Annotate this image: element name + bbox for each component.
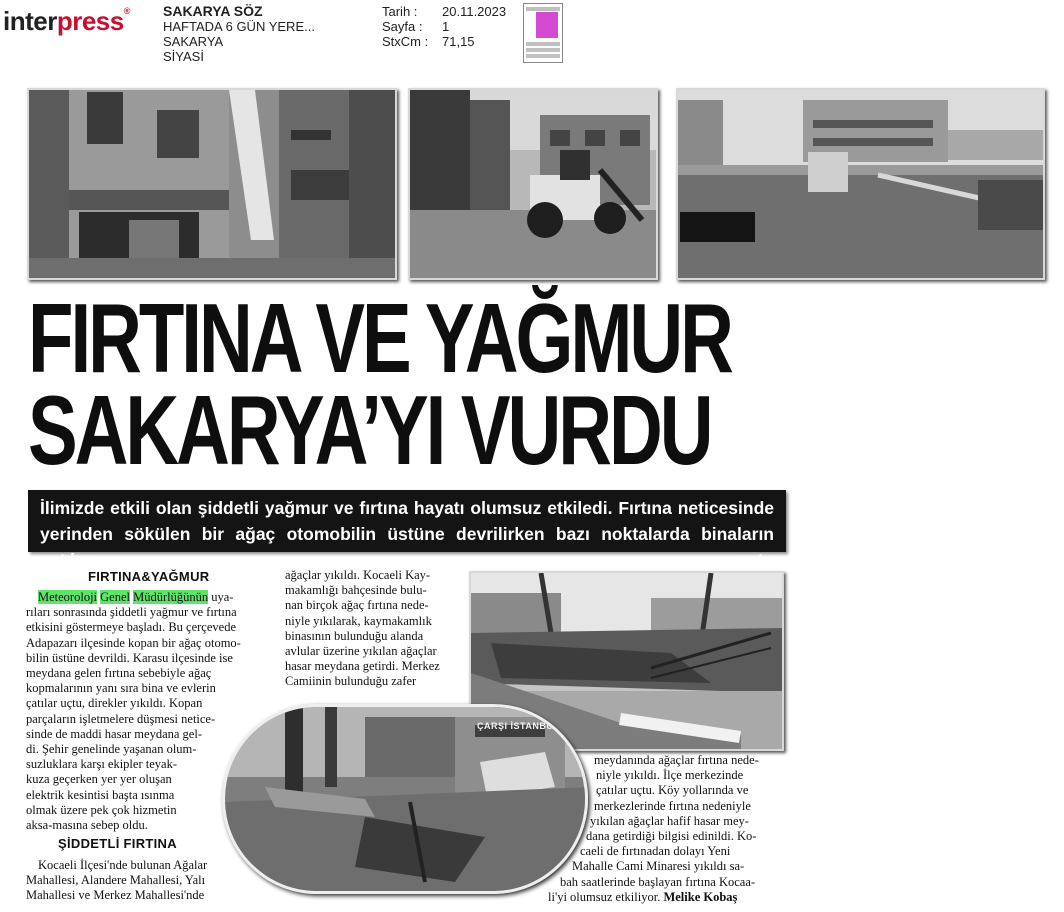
text-line: Mahalle Cami Minaresi yıkıldı sa- [572,859,745,874]
stxcm-label: StxCm : [382,34,429,49]
column-2-text [285,568,461,690]
article-subheadline: İlimizde etkili olan şiddetli yağmur ve fırtına hayatı olumsuz etkiledi. Fırtına neticesinde yerinden sökülen bir ağaç otomobilin üstüne devrilirken bazı noktalarda binaların çatıları uçtu [28,490,786,552]
highlight-word: Meteoroloji [38,590,98,604]
text-line: meydana gelen fırtına sebebiyle ağaç [26,666,212,681]
text-line: kopmalarının yanı sıra bina ve evlerin [26,681,216,696]
text-line: merkezlerinde fırtına nedeniyle [594,798,751,813]
author-byline: Melike Kobaş [663,889,738,904]
column-1b-text [26,858,236,904]
text-line: rıları sonrasında şiddetli yağmur ve fırtına [26,605,237,620]
photo-uprooted-tree [676,88,1045,280]
photo-flooded-street [222,704,588,894]
text-line [548,890,784,905]
text-line: makamlığı bahçesinde bulu- [285,583,427,598]
column-3-text [548,753,784,905]
stxcm-row [382,34,506,49]
logo-registered-mark: ® [123,6,130,16]
text-line: yıkılan ağaçlar hafif hasar mey- [590,813,749,828]
date-value: 20.11.2023 [442,4,507,19]
text-line: çatılar uçtu. Köy yollarında ve [596,783,749,798]
text-line: Kocaeli İlçesi'nde bulunan Ağalar [38,858,208,872]
text-line: Mahallesi ve Merkez Mahallesi'nde [26,888,205,903]
page-value: 1 [442,19,450,34]
text-line: parçaların işletmelere düşmesi netice- [26,711,216,726]
text-line: kuza geçerken yer yer oluşan [26,772,172,787]
text-line: meydanında ağaçlar fırtına nede- [594,753,759,767]
photo-backhoe-clearing [408,88,658,280]
clipping-source-info [163,4,315,64]
date-row [382,4,506,19]
shop-sign-text: ÇARŞI İSTANBUL [477,721,560,731]
text-line: elektrik kesintisi başta ısınma [26,787,175,802]
photo-damaged-building [27,88,397,280]
page-label: Sayfa : [382,19,423,34]
text-line: hasar meydana getirdi. Merkez [285,659,440,674]
text-line: etkisini göstermeye başladı. Bu çerçevede [26,620,236,635]
text-line: Adapazarı ilçesinde kopan bir ağaç otomo- [26,635,241,650]
headline-line-1: FIRTINA VE YAĞMUR [28,283,731,393]
text-fragment: li'yi olumsuz etkiliyor. [548,889,661,904]
logo-text-accent: press [56,6,124,36]
highlight-word: Müdürlüğünün [133,590,209,604]
stxcm-value: 71,15 [442,34,475,49]
text-line: Mahallesi, Alandere Mahallesi, Yalı [26,873,206,888]
text-line: nan birçok ağaç fırtına nede- [285,598,429,613]
column-1-first-line [26,590,262,605]
logo-text-main: inter [3,6,57,36]
interpress-logo [3,6,130,37]
clipping-details [382,4,506,49]
text-line: caeli de fırtınadan dolayı Yeni [580,844,731,859]
text-line: sinde de maddi hasar meydana gel- [26,726,202,741]
page-thumbnail[interactable] [523,3,563,63]
newspaper-name: SAKARYA SÖZ [163,3,263,19]
text-line: avlular üzerine yıkılan ağaçlar [285,644,437,659]
date-label: Tarih : [382,4,418,19]
publication-frequency: HAFTADA 6 GÜN YERE... [163,19,315,34]
text-line: dana getirdiği bilgisi edinildi. Ko- [586,829,757,844]
category-label: SİYASİ [163,49,204,64]
text-line: di. Şehir genelinde yaşanan olum- [26,742,197,757]
text-fragment: uya- [211,590,234,604]
text-line: çatılar uçtu, direkler yıkıldı. Kopan [26,696,203,711]
headline-line-2: SAKARYA’YI VURDU [28,375,711,485]
text-line: Camiinin bulunduğu zafer [285,674,417,689]
text-line: niyle yıkılarak, kaymakamlık [285,613,432,628]
text-line: binasının bulunduğu alanda [285,628,424,643]
text-line: niyle yıkıldı. İlçe merkezinde [596,768,744,783]
highlight-word: Genel [100,590,130,604]
text-line: bah saatlerinde başlayan fırtına Kocaa- [560,874,756,889]
region-label: SAKARYA [163,34,224,49]
text-line: aksa-masına sebep oldu. [26,818,148,833]
page-row [382,19,506,34]
text-line: olmak üzere pek çok hizmetin [26,802,177,817]
section-title-severe-storm: ŞİDDETLİ FIRTINA [58,836,177,851]
text-line: bilin üstüne devrildi. Karasu ilçesinde ise [26,650,233,665]
text-line: ağaçlar yıkıldı. Kocaeli Kay- [285,568,431,582]
section-title-storm-rain: FIRTINA&YAĞMUR [88,569,210,584]
article-headline [28,283,731,485]
text-line: suzluklara karşı ekipler teyak- [26,757,177,772]
